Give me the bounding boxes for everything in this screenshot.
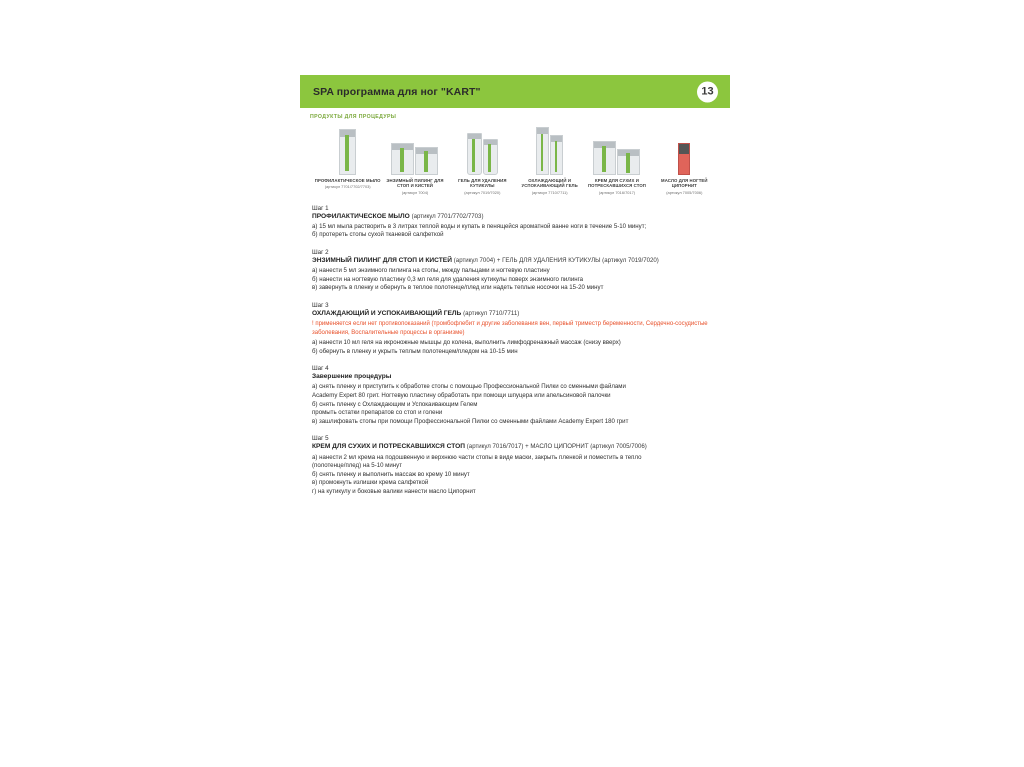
step-line: в) зашлифовать стопы при помощи Профессиональной Пилки со сменными файлами Academy Expert 180 грит <box>312 417 629 425</box>
step-title <box>312 213 718 222</box>
step-label: Шаг 4 <box>312 365 329 373</box>
steps-list <box>300 205 730 520</box>
step-line: б) протереть стопы сухой тканевой салфеткой <box>312 231 444 239</box>
step-line: Academy Expert 80 грит. Ногтевую пластину обработать при помощи шпуцера или апельсиновой палочки <box>312 391 611 399</box>
step-line: а) нанести 10 мл геля на икроножные мышцы до колена, выполнить лимфодренажный массаж (снизу вверх) <box>312 338 621 346</box>
step-line: а) нанести 5 мл энзимного пилинга на стопы, между пальцами и ногтевую пластину <box>312 267 550 275</box>
product-item <box>314 123 381 195</box>
page-number-badge: 13 <box>697 81 718 102</box>
step-line: г) на кутикулу и боковые валики нанести масло Ципорнит <box>312 488 476 496</box>
step-block <box>312 435 718 496</box>
step-line: б) обернуть в пленку и укрыть теплым полотенцем/пледом на 10-15 мин <box>312 347 518 355</box>
product-name: ОХЛАЖДАЮЩИЙ И УСПОКАИВАЮЩИЙ ГЕЛЬ <box>521 178 578 189</box>
slide-content <box>300 75 730 520</box>
product-name: МАСЛО ДЛЯ НОГТЕЙ ЦИПОРНИТ <box>661 178 708 189</box>
step-warning: ! применяется если нет противопоказаний (тромбофлебит и другие заболевания вен, первый триместр беременности, Сердечно-сосудистые заболевания, Воспалительные процессы в организме) <box>312 321 708 336</box>
step-line: б) снять пленку с Охлаждающим и Успокаивающим Гелем <box>312 400 478 408</box>
step-label: Шаг 3 <box>312 302 329 310</box>
slide-header <box>300 75 730 108</box>
page-title: SPA программа для ног "KART" <box>313 85 481 98</box>
product-code: (артикул 7710/7711) <box>531 189 568 195</box>
products-caption: ПРОДУКТЫ ДЛЯ ПРОЦЕДУРЫ <box>310 114 397 120</box>
step-line: в) завернуть в пленку и обернуть в теплое полотенце/плед или надеть теплые носочки на 15-20 минут <box>312 284 604 292</box>
step-line: а) снять пленку и приступить к обработке стопы с помощью Профессиональной Пилки со сменными файлами <box>312 383 626 391</box>
step-label: Шаг 2 <box>312 249 329 257</box>
product-item <box>651 123 718 195</box>
product-item <box>583 123 650 195</box>
product-name: ЭНЗИМНЫЙ ПИЛИНГ ДЛЯ СТОП И КИСТЕЙ <box>386 178 444 189</box>
step-block <box>312 205 718 240</box>
dropper-bottle-icon <box>653 123 715 175</box>
product-code: (артикул 7019/7020) <box>464 189 501 195</box>
step-line: промыть остатки препаратов со стоп и голени <box>312 409 443 417</box>
product-item <box>449 123 516 195</box>
product-name: ПРОФИЛАКТИЧЕСКОЕ МЫЛО <box>314 178 381 183</box>
product-code: (артикул 7004) <box>401 189 429 195</box>
step-block <box>312 302 718 356</box>
product-code: (артикул 7701/7702/7703) <box>324 184 371 190</box>
jar-pair-icon <box>384 123 446 175</box>
step-title-text: ПРОФИЛАКТИЧЕСКОЕ МЫЛО <box>312 212 410 220</box>
product-name: ГЕЛЬ ДЛЯ УДАЛЕНИЯ КУТИКУЛЫ <box>458 178 507 189</box>
tube-pair-icon <box>451 123 513 175</box>
step-title-article: (артикул 7016/7017) + МАСЛО ЦИПОРНИТ (артикул 7005/7006) <box>466 443 647 451</box>
product-code: (артикул 7016/7017) <box>598 189 636 195</box>
step-title <box>312 443 718 452</box>
step-line: в) промокнуть излишки крема салфеткой <box>312 479 429 487</box>
step-title <box>312 310 718 319</box>
step-title-text: ЭНЗИМНЫЙ ПИЛИНГ ДЛЯ СТОП И КИСТЕЙ <box>312 257 452 265</box>
product-name: КРЕМ ДЛЯ СУХИХ И ПОТРЕСКАВШИХСЯ СТОП <box>587 178 646 189</box>
products-row <box>300 123 730 195</box>
step-title-article: (артикул 7701/7702/7703) <box>411 212 484 220</box>
step-title-article: (артикул 7710/7711) <box>463 310 520 318</box>
step-title-text: Завершение процедуры <box>312 373 392 381</box>
product-code: (артикул 7005/7006) <box>666 189 703 195</box>
product-item <box>516 123 583 195</box>
step-title <box>312 257 718 266</box>
product-item <box>381 123 448 195</box>
step-line: а) 15 мл мыла растворить в 3 литрах теплой воды и купать в пенящейся ароматной ванне ноги в течение 5-10 минут; <box>312 222 647 230</box>
step-line: а) нанести 2 мл крема на подошвенную и верхнюю части стопы в виде маски, закрыть пленкой и поместить в тепло <box>312 453 642 461</box>
step-title-text: ОХЛАЖДАЮЩИЙ И УСПОКАИВАЮЩИЙ ГЕЛЬ <box>312 310 462 318</box>
step-title <box>312 373 718 382</box>
step-line: б) нанести на ногтевую пластину 0,3 мл геля для удаления кутикулы поверх энзимного пилинга <box>312 275 584 283</box>
step-block <box>312 365 718 426</box>
step-label: Шаг 1 <box>312 204 329 212</box>
step-label: Шаг 5 <box>312 435 329 443</box>
step-title-article: (артикул 7004) + ГЕЛЬ ДЛЯ УДАЛЕНИЯ КУТИКУЛЫ (артикул 7019/7020) <box>453 257 659 265</box>
step-line: б) снять пленку и выполнить массаж во крему 10 минут <box>312 470 470 478</box>
step-block <box>312 249 718 293</box>
jar-cream-icon <box>586 123 648 175</box>
tube-slim-pair-icon <box>519 123 581 175</box>
step-title-text: КРЕМ ДЛЯ СУХИХ И ПОТРЕСКАВШИХСЯ СТОП <box>312 443 465 451</box>
step-line: (полотенце/плед) на 5-10 минут <box>312 462 402 470</box>
bottle-tall-icon <box>317 123 379 175</box>
